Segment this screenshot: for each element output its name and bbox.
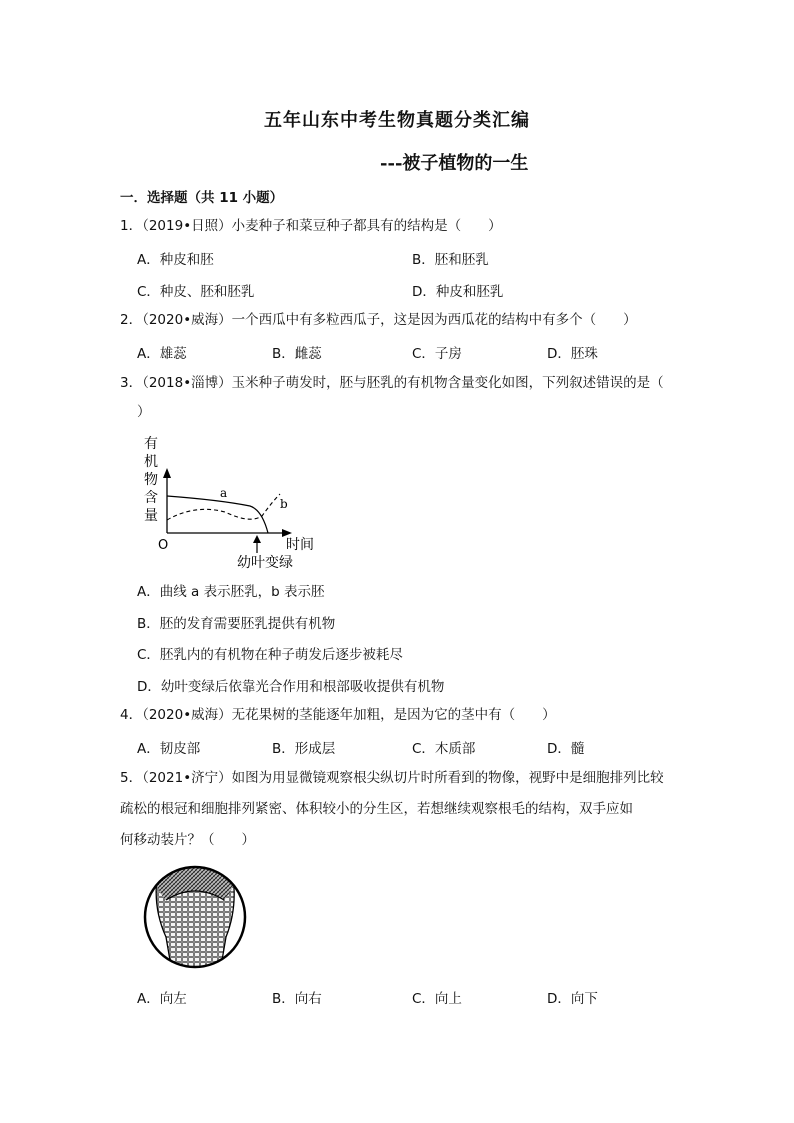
section-heading: 一．选择题（共 11 小题） [120,190,284,206]
option-b[interactable]: B．胚和胚乳 [412,252,489,268]
option-a[interactable]: A．雄蕊 [137,346,187,362]
origin-label: O [158,538,169,553]
curve-b-label: b [280,497,288,511]
question-stem-line2: ） [137,404,151,420]
microscope-root-tip-image [140,862,250,972]
question-stem-line1: （2021•济宁）如图为用显微镜观察根尖纵切片时所看到的物像，视野中是细胞排列比较 [142,770,664,786]
x-axis-label: 时间 [286,537,314,553]
option-d[interactable]: D．向下 [547,991,598,1007]
option-c[interactable]: C．种皮、胚和胚乳 [137,284,255,300]
option-b[interactable]: B．向右 [272,991,322,1007]
question-stem-line1: （2018•淄博）玉米种子萌发时，胚与胚乳的有机物含量变化如图，下列叙述错误的是（ [142,375,664,391]
option-c[interactable]: C．子房 [412,346,462,362]
option-b[interactable]: B．雌蕊 [272,346,322,362]
question-stem: （2020•威海）一个西瓜中有多粒西瓜子，这是因为西瓜花的结构中有多个（ ） [142,312,637,328]
option-c[interactable]: C．向上 [412,991,462,1007]
question-number: 5． [120,770,143,786]
option-a[interactable]: A．种皮和胚 [137,252,214,268]
marker-label: 幼叶变绿 [237,555,293,571]
curve-a-label: a [220,486,228,500]
question-2 [120,310,637,330]
curve-a [167,496,268,533]
question-stem: （2019•日照）小麦种子和菜豆种子都具有的结构是（ ） [142,218,502,234]
y-axis-arrow [163,468,171,478]
y-axis-label-char-5: 量 [144,508,158,524]
page-subtitle: ---被子植物的一生 [380,153,529,174]
option-d[interactable]: D．幼叶变绿后依靠光合作用和根部吸收提供有机物 [137,679,445,695]
marker-arrow-head [253,535,261,543]
y-axis-label-char-2: 机 [144,454,158,470]
option-a[interactable]: A．韧皮部 [137,741,201,757]
option-a[interactable]: A．向左 [137,991,187,1007]
page-title: 五年山东中考生物真题分类汇编 [264,110,530,131]
option-d[interactable]: D．髓 [547,741,585,757]
question-3 [120,373,664,393]
organic-matter-chart [140,432,330,572]
question-stem-line2: 疏松的根冠和细胞排列紧密、体积较小的分生区，若想继续观察根毛的结构，双手应如 [120,801,633,817]
option-b[interactable]: B．胚的发育需要胚乳提供有机物 [137,616,336,632]
question-4 [120,705,556,725]
question-stem: （2020•威海）无花果树的茎能逐年加粗，是因为它的茎中有（ ） [142,707,556,723]
question-number: 4． [120,707,143,723]
question-number: 1． [120,218,143,234]
option-a[interactable]: A．曲线 a 表示胚乳，b 表示胚 [137,584,325,600]
option-d[interactable]: D．胚珠 [547,346,598,362]
y-axis-label-char-1: 有 [144,436,158,452]
y-axis-label-char-4: 含 [144,490,158,506]
x-axis-arrow [282,529,292,537]
question-number: 2． [120,312,143,328]
question-5 [120,768,664,788]
option-d[interactable]: D．种皮和胚乳 [412,284,504,300]
option-c[interactable]: C．木质部 [412,741,476,757]
question-1 [120,216,502,236]
option-c[interactable]: C．胚乳内的有机物在种子萌发后逐步被耗尽 [137,647,403,663]
question-stem-line3: 何移动装片？（ ） [120,832,255,848]
y-axis-label-char-3: 物 [144,472,158,488]
option-b[interactable]: B．形成层 [272,741,336,757]
question-number: 3． [120,375,143,391]
